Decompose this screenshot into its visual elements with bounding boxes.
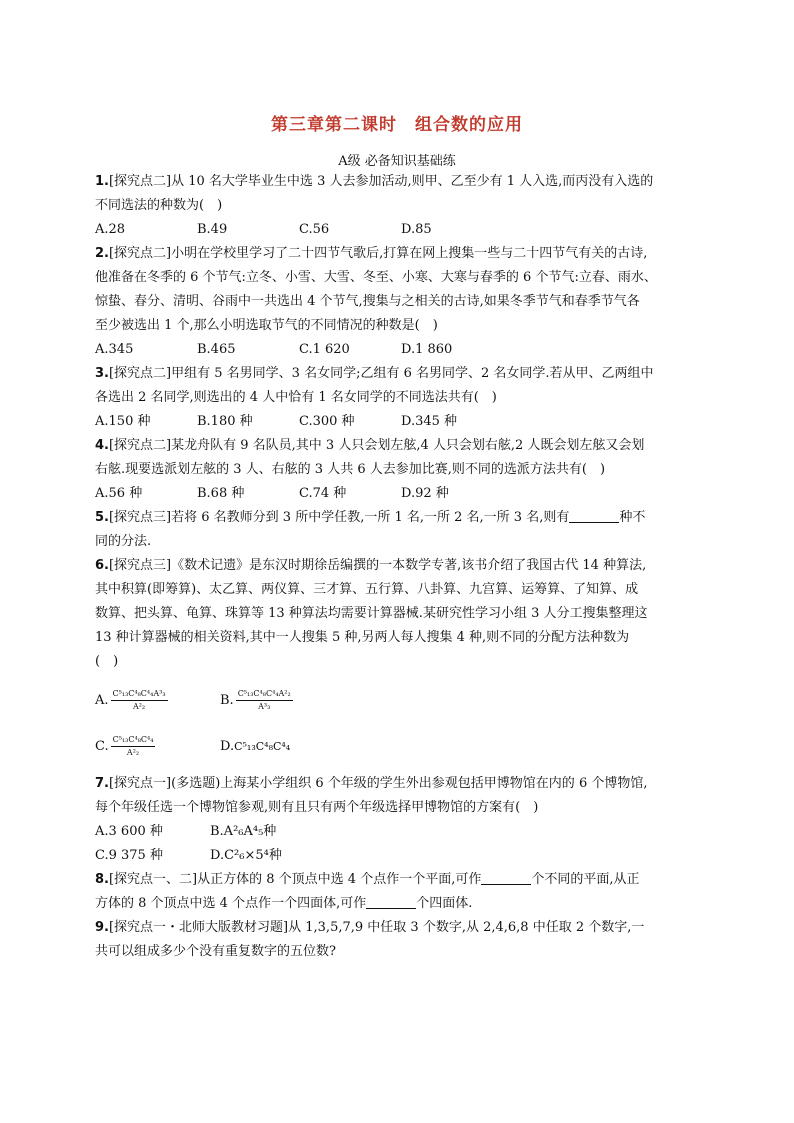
options-6-row-2 xyxy=(95,726,705,766)
answer-blank[interactable] xyxy=(481,870,531,885)
question-text: 个不同的平面,从正 xyxy=(531,872,640,887)
question-text: [探究点一](多选题)上海某小学组织 6 个年级的学生外出参观包括甲博物馆在内的 6 个博物馆, xyxy=(108,776,648,791)
question-3 xyxy=(95,362,705,410)
question-text: ( ) xyxy=(95,654,119,669)
option-d: D.92 种 xyxy=(401,486,449,501)
section-subtitle: A级 必备知识基础练 xyxy=(338,154,456,169)
fraction xyxy=(111,688,168,713)
options-1 xyxy=(95,218,705,242)
denominator: A²₂ xyxy=(126,747,140,757)
question-4 xyxy=(95,434,705,482)
option-c xyxy=(95,734,220,759)
page-title: 第三章第二课时 组合数的应用 xyxy=(271,115,523,135)
question-text: 每个年级任选一个博物馆参观,则有且只有两个年级选择甲博物馆的方案有( ) xyxy=(95,800,539,815)
options-2 xyxy=(95,338,705,362)
formula: C⁵₁₃C⁴₈C⁴₄ xyxy=(234,739,291,753)
question-number: 8. xyxy=(95,872,109,887)
question-number: 3. xyxy=(95,366,109,381)
question-text: 种不 xyxy=(619,510,646,525)
options-6-row-1 xyxy=(95,680,705,720)
option-d xyxy=(220,739,345,754)
denominator: A³₃ xyxy=(258,701,271,711)
answer-blank[interactable] xyxy=(569,508,619,523)
question-6 xyxy=(95,554,705,674)
question-text: 13 种计算器械的相关资料,其中一人搜集 5 种,另两人每人搜集 4 种,则不同的分配方法种数为 xyxy=(95,630,630,645)
question-9 xyxy=(95,916,705,964)
question-text: 数算、把头算、龟算、珠算等 13 种算法均需要计算器械.某研究性学习小组 3 人分工搜集整理这 xyxy=(95,606,648,621)
option-c: C.9 375 种 xyxy=(95,848,163,863)
question-text: [探究点一、二]从正方体的 8 个顶点中选 4 个点作一个平面,可作 xyxy=(108,872,482,887)
options-4 xyxy=(95,482,705,506)
question-text: 他准备在冬季的 6 个节气:立冬、小雪、大雪、冬至、小寒、大寒与春季的 6 个节气:立春、雨水、 xyxy=(95,270,657,285)
option-d: D.C²₆×5⁴种 xyxy=(210,848,282,863)
options-3 xyxy=(95,410,705,434)
option-a: A.150 种 xyxy=(95,414,151,429)
option-d: D.85 xyxy=(401,222,432,237)
option-d: D.1 860 xyxy=(401,342,453,357)
answer-blank[interactable] xyxy=(366,894,416,909)
question-text: 同的分法. xyxy=(95,534,152,549)
question-text: 方体的 8 个顶点中选 4 个点作一个四面体,可作 xyxy=(95,896,367,911)
question-text: [探究点二]小明在学校里学习了二十四节气歌后,打算在网上搜集一些与二十四节气有关的古诗, xyxy=(108,246,648,261)
numerator: C⁵₁₃C⁴₈C⁴₄A²₂ xyxy=(236,688,293,701)
option-b: B.49 xyxy=(197,222,228,237)
question-2 xyxy=(95,242,705,338)
option-b: B.465 xyxy=(197,342,236,357)
option-a: A.3 600 种 xyxy=(95,824,163,839)
option-label: B. xyxy=(220,692,234,708)
fraction xyxy=(236,688,293,713)
question-text: [探究点一・北师大版教材习题]从 1,3,5,7,9 中任取 3 个数字,从 2,4,6,8 中任取 2 个数字,一 xyxy=(108,920,645,935)
denominator: A²₂ xyxy=(132,701,146,711)
question-text: 个四面体. xyxy=(416,896,473,911)
question-8 xyxy=(95,868,705,916)
fraction xyxy=(111,734,156,759)
question-1 xyxy=(95,170,705,218)
question-text: [探究点三]若将 6 名教师分到 3 所中学任教,一所 1 名,一所 2 名,一所 3 名,则有 xyxy=(108,510,570,525)
option-c: C.1 620 xyxy=(299,342,350,357)
question-text: [探究点三]《数术记遗》是东汉时期徐岳编撰的一本数学专著,该书介绍了我国古代 14 种算法, xyxy=(108,558,647,573)
question-text: [探究点二]某龙舟队有 9 名队员,其中 3 人只会划左舷,4 人只会划右舷,2 人既会划左舷又会划 xyxy=(108,438,645,453)
option-label: C. xyxy=(95,738,109,754)
question-text: 至少被选出 1 个,那么小明选取节气的不同情况的种数是( ) xyxy=(95,318,438,333)
question-number: 9. xyxy=(95,920,109,935)
option-a: A.28 xyxy=(95,222,126,237)
options-7-row-1 xyxy=(95,820,705,844)
option-c: C.300 种 xyxy=(299,414,355,429)
option-b: B.68 种 xyxy=(197,486,245,501)
question-7 xyxy=(95,772,705,820)
option-label: D. xyxy=(220,738,235,754)
question-number: 6. xyxy=(95,558,109,573)
question-number: 7. xyxy=(95,776,109,791)
question-text: [探究点二]从 10 名大学毕业生中选 3 人去参加活动,则甲、乙至少有 1 人入选,而丙没有入选的 xyxy=(108,174,654,189)
question-text: 各选出 2 名同学,则选出的 4 人中恰有 1 名女同学的不同选法共有( ) xyxy=(95,390,497,405)
question-text: 右舷.现要选派划左舷的 3 人、右舷的 3 人共 6 人去参加比赛,则不同的选派方法共有( ) xyxy=(95,462,606,477)
option-a: A.345 xyxy=(95,342,134,357)
question-text: 不同选法的种数为( ) xyxy=(95,198,223,213)
question-number: 5. xyxy=(95,510,109,525)
question-text: 其中积算(即筹算)、太乙算、两仪算、三才算、五行算、八卦算、九宫算、运筹算、了知算、成 xyxy=(95,582,639,597)
option-c: C.74 种 xyxy=(299,486,347,501)
option-b: B.180 种 xyxy=(197,414,253,429)
option-d: D.345 种 xyxy=(401,414,458,429)
option-a: A.56 种 xyxy=(95,486,143,501)
question-list xyxy=(95,170,705,964)
question-number: 1. xyxy=(95,174,109,189)
option-c: C.56 xyxy=(299,222,330,237)
option-label: A. xyxy=(95,692,109,708)
numerator: C⁵₁₃C⁴₈C⁴₄A³₃ xyxy=(111,688,168,701)
question-5 xyxy=(95,506,705,554)
question-text: 惊蛰、春分、清明、谷雨中一共选出 4 个节气,搜集与之相关的古诗,如果冬季节气和春季节气各 xyxy=(95,294,640,309)
question-number: 4. xyxy=(95,438,109,453)
option-b: B.A²₆A⁴₅种 xyxy=(210,824,277,839)
question-text: 共可以组成多少个没有重复数字的五位数? xyxy=(95,944,336,959)
question-number: 2. xyxy=(95,246,109,261)
numerator: C⁵₁₃C⁴₈C⁴₄ xyxy=(111,734,156,747)
option-b xyxy=(220,688,345,713)
option-a xyxy=(95,688,220,713)
question-text: [探究点二]甲组有 5 名男同学、3 名女同学;乙组有 6 名男同学、2 名女同学.若从甲、乙两组中 xyxy=(108,366,654,381)
options-7-row-2 xyxy=(95,844,705,868)
